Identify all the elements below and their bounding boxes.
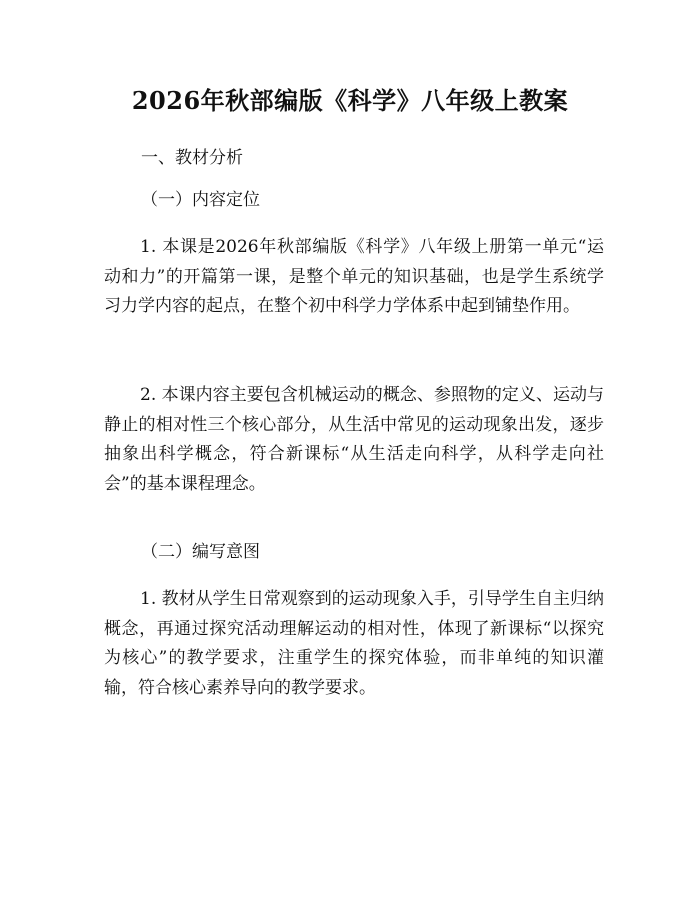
subsection-heading-writing-intent: （二）编写意图 bbox=[141, 542, 260, 562]
paragraph-writing-intent-1: 1. 教材从学生日常观察到的运动现象入手，引导学生自主归纳概念，再通过探究活动理解运动的相对性，体现了新课标“以探究为核心”的教学要求，注重学生的探究体验，而非单纯的知识灌输，符合核心素养导向的教学要求。 bbox=[104, 589, 604, 698]
section-heading-teaching-material-analysis: 一、教材分析 bbox=[141, 148, 243, 168]
document-title: 2026年秋部编版《科学》八年级上教案 bbox=[131, 86, 569, 115]
paragraph-content-positioning-2: 2. 本课内容主要包含机械运动的概念、参照物的定义、运动与静止的相对性三个核心部分，从生活中常见的运动现象出发，逐步抽象出科学概念，符合新课标“从生活走向科学，从科学走向社会”的基本课程理念。 bbox=[104, 385, 604, 494]
subsection-heading-content-positioning: （一）内容定位 bbox=[141, 190, 260, 210]
paragraph-content-positioning-1: 1. 本课是2026年秋部编版《科学》八年级上册第一单元“运动和力”的开篇第一课，是整个单元的知识基础，也是学生系统学习力学内容的起点，在整个初中科学力学体系中起到铺垫作用。 bbox=[104, 237, 604, 316]
